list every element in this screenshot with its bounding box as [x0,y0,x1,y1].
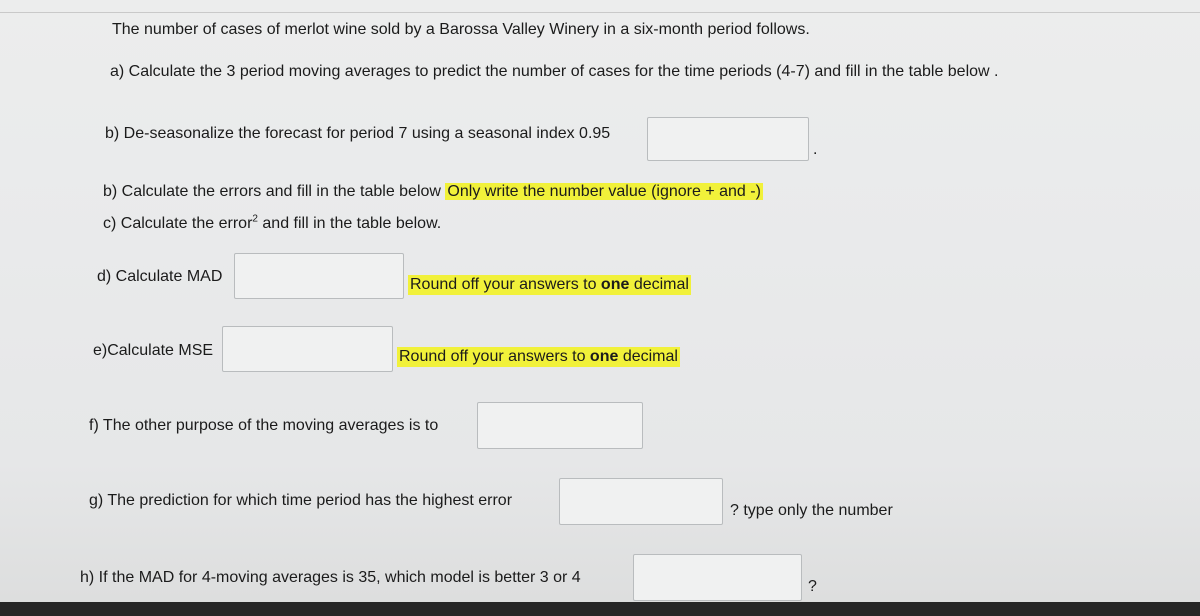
question-intro: The number of cases of merlot wine sold by a Barossa Valley Winery in a six-month period follows. [112,21,810,38]
highest-error-period-input[interactable] [559,478,723,525]
round-note-text: Round off your answers to [399,348,590,365]
deseasonalized-forecast-input[interactable] [647,117,809,161]
question-e: e)Calculate MSE [93,342,214,359]
question-h: h) If the MAD for 4-moving averages is 35, which model is better 3 or 4 [80,569,581,586]
round-note-end: decimal [618,348,678,365]
question-c-text: c) Calculate the error [103,215,253,232]
question-f: f) The other purpose of the moving averages is to [89,417,439,434]
question-b-suffix: . [813,141,818,158]
mad-round-note [408,275,691,295]
bottom-edge-bar [0,602,1200,616]
question-a: a) Calculate the 3 period moving averages to predict the number of cases for the time periods (4-7) and fill in the table below . [110,63,999,80]
question-c-text-end: and fill in the table below. [257,215,442,232]
round-note-bold: one [600,276,630,293]
round-note-bold: one [589,348,619,365]
question-c [103,214,441,234]
question-b-deseasonalize: b) De-seasonalize the forecast for period 7 using a seasonal index 0.95 [105,125,611,142]
question-g: g) The prediction for which time period has the highest error [89,492,513,509]
question-b-errors [103,182,763,202]
moving-average-purpose-input[interactable] [477,402,643,449]
question-g-suffix: ? type only the number [730,502,893,519]
better-model-input[interactable] [633,554,802,601]
question-d: d) Calculate MAD [97,268,223,285]
mad-input[interactable] [234,253,404,299]
mse-input[interactable] [222,326,393,372]
round-note-text: Round off your answers to [410,276,601,293]
errors-instruction-highlight: Only write the number value (ignore + and -) [447,183,761,200]
page-top-rule [0,12,1200,13]
round-note-end: decimal [629,276,689,293]
question-h-suffix: ? [808,578,817,595]
question-b-errors-text: b) Calculate the errors and fill in the table below [103,183,441,200]
squared-superscript: 2 [252,213,258,225]
mse-round-note [397,347,680,367]
